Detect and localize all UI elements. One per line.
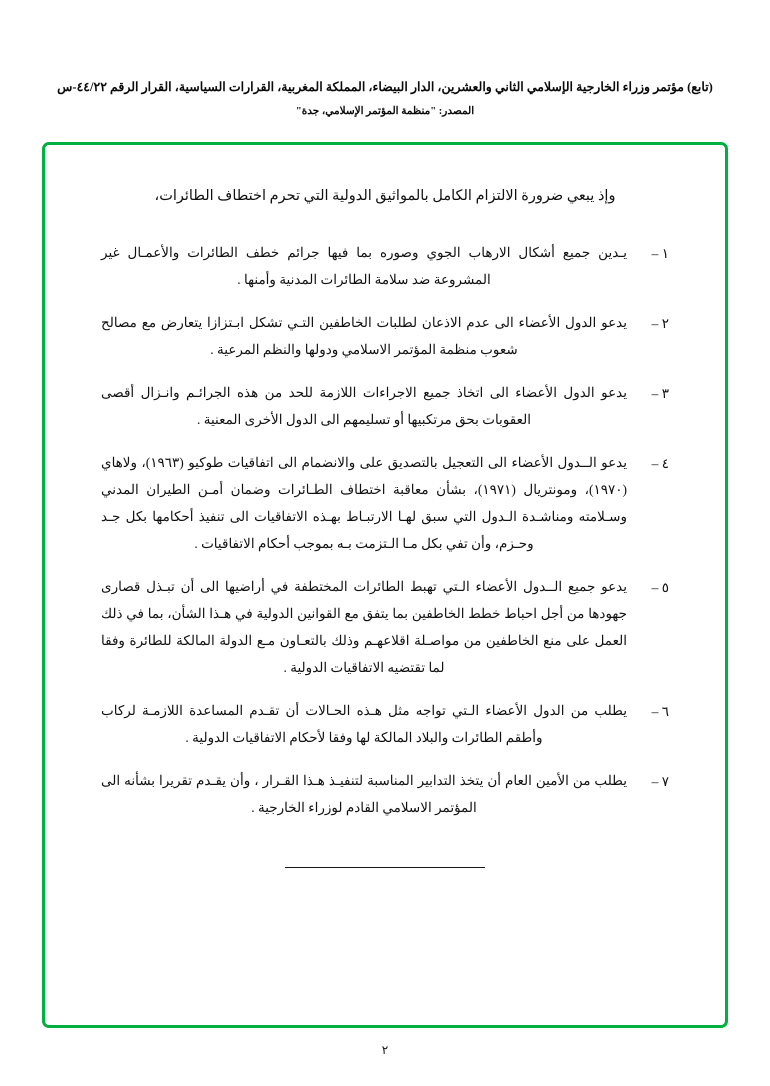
clause-item	[101, 309, 669, 363]
page-number: ٢	[381, 1043, 389, 1057]
clause-item	[101, 767, 669, 821]
clause-number: ٧ –	[651, 773, 669, 789]
header-source-line: المصدر: "منظمة المؤتمر الإسلامي، جدة"	[295, 105, 475, 117]
clause-number: ٢ –	[651, 315, 669, 331]
clause-text: يطلب من الدول الأعضاء الـتي تواجه مثل هـذه الحـالات أن تقـدم المساعدة اللازمـة لركاب وأطقم الطائرات والبلاد المالكة لها وفقا لأحكام الاتفاقيات الدولية .	[101, 702, 627, 745]
green-bordered-frame	[42, 142, 728, 1028]
clause-text: يدعو جميع الــدول الأعضاء الـتي تهبط الطائرات المختطفة في أراضيها الى أن تبـذل قصارى جهودها من أجل احباط خطط الخاطفين بما يتفق مع القوانين الدولية في هـذا الشأن، بما في ذلك العمل على منع الخاطفين من مواصـلة اقلاعهـم وذلك بالتعـاون مـع الدولة المالكة للطائرة وفقا لما تقتضيه الاتفاقيات الدولية .	[101, 578, 627, 675]
clause-item	[101, 697, 669, 751]
clause-number: ١ –	[651, 245, 669, 261]
clause-text: يدعو الدول الأعضاء الى عدم الاذعان لطلبات الخاطفين التـي تشكل ابـتزازا يتعارض مع مصالح شعوب منظمة المؤتمر الاسلامي ودولها والنظم المرعية .	[101, 314, 627, 357]
clause-number: ٤ –	[651, 455, 669, 471]
clause-number: ٦ –	[651, 703, 669, 719]
clause-item	[101, 239, 669, 293]
clause-text: يدعو الــدول الأعضاء الى التعجيل بالتصديق على والانضمام الى اتفاقيات طوكيو (١٩٦٣)، ولاهاي (١٩٧٠)، ومونتريال (١٩٧١)، بشأن معاقبة اختطاف الطـائرات وضمان أمـن الطيران المدني وسـلامته ومناشـدة الـدول التي سبق لهـا الارتبـاط بهـذه الاتفاقيات الى تنفيذ أحكامها بكل جـد وحـزم، وأن تفي بكل مـا الـتزمت بـه بموجب أحكام الاتفاقيات .	[101, 454, 627, 551]
clause-text: يـدين جميع أشكال الارهاب الجوي وصوره بما فيها جرائم خطف الطائرات والأعمـال غير المشروعة ضد سلامة الطائرات المدنية وأمنها .	[101, 244, 627, 287]
header-title-line: (تابع) مؤتمر وزراء الخارجية الإسلامي الثاني والعشرين، الدار البيضاء، المملكة المغربية، القرارات السياسية، القرار الرقم ٤٤/٢٢-س	[57, 80, 713, 94]
clause-item	[101, 379, 669, 433]
clause-text: يطلب من الأمين العام أن يتخذ التدابير المناسبة لتنفيـذ هـذا القـرار ، وأن يقـدم تقريرا بشأنه الى المؤتمر الاسلامي القادم لوزراء الخارجية .	[101, 772, 627, 815]
frame-content	[45, 145, 725, 873]
document-header	[0, 78, 770, 117]
clause-number: ٥ –	[651, 579, 669, 595]
clause-text: يدعو الدول الأعضاء الى اتخاذ جميع الاجراءات اللازمة للحد من هذه الجرائـم وانـزال أقصى العقوبات بحق مرتكبيها أو تسليمهم الى الدول الأخرى المعنية .	[101, 384, 627, 427]
clause-item	[101, 449, 669, 557]
clause-item	[101, 573, 669, 681]
clause-number: ٣ –	[651, 385, 669, 401]
section-divider	[101, 855, 669, 873]
divider-line	[285, 867, 485, 868]
intro-paragraph: وإذ يبعي ضرورة الالتزام الكامل بالمواثيق الدولية التي تحرم اختطاف الطائرات،	[154, 188, 616, 204]
